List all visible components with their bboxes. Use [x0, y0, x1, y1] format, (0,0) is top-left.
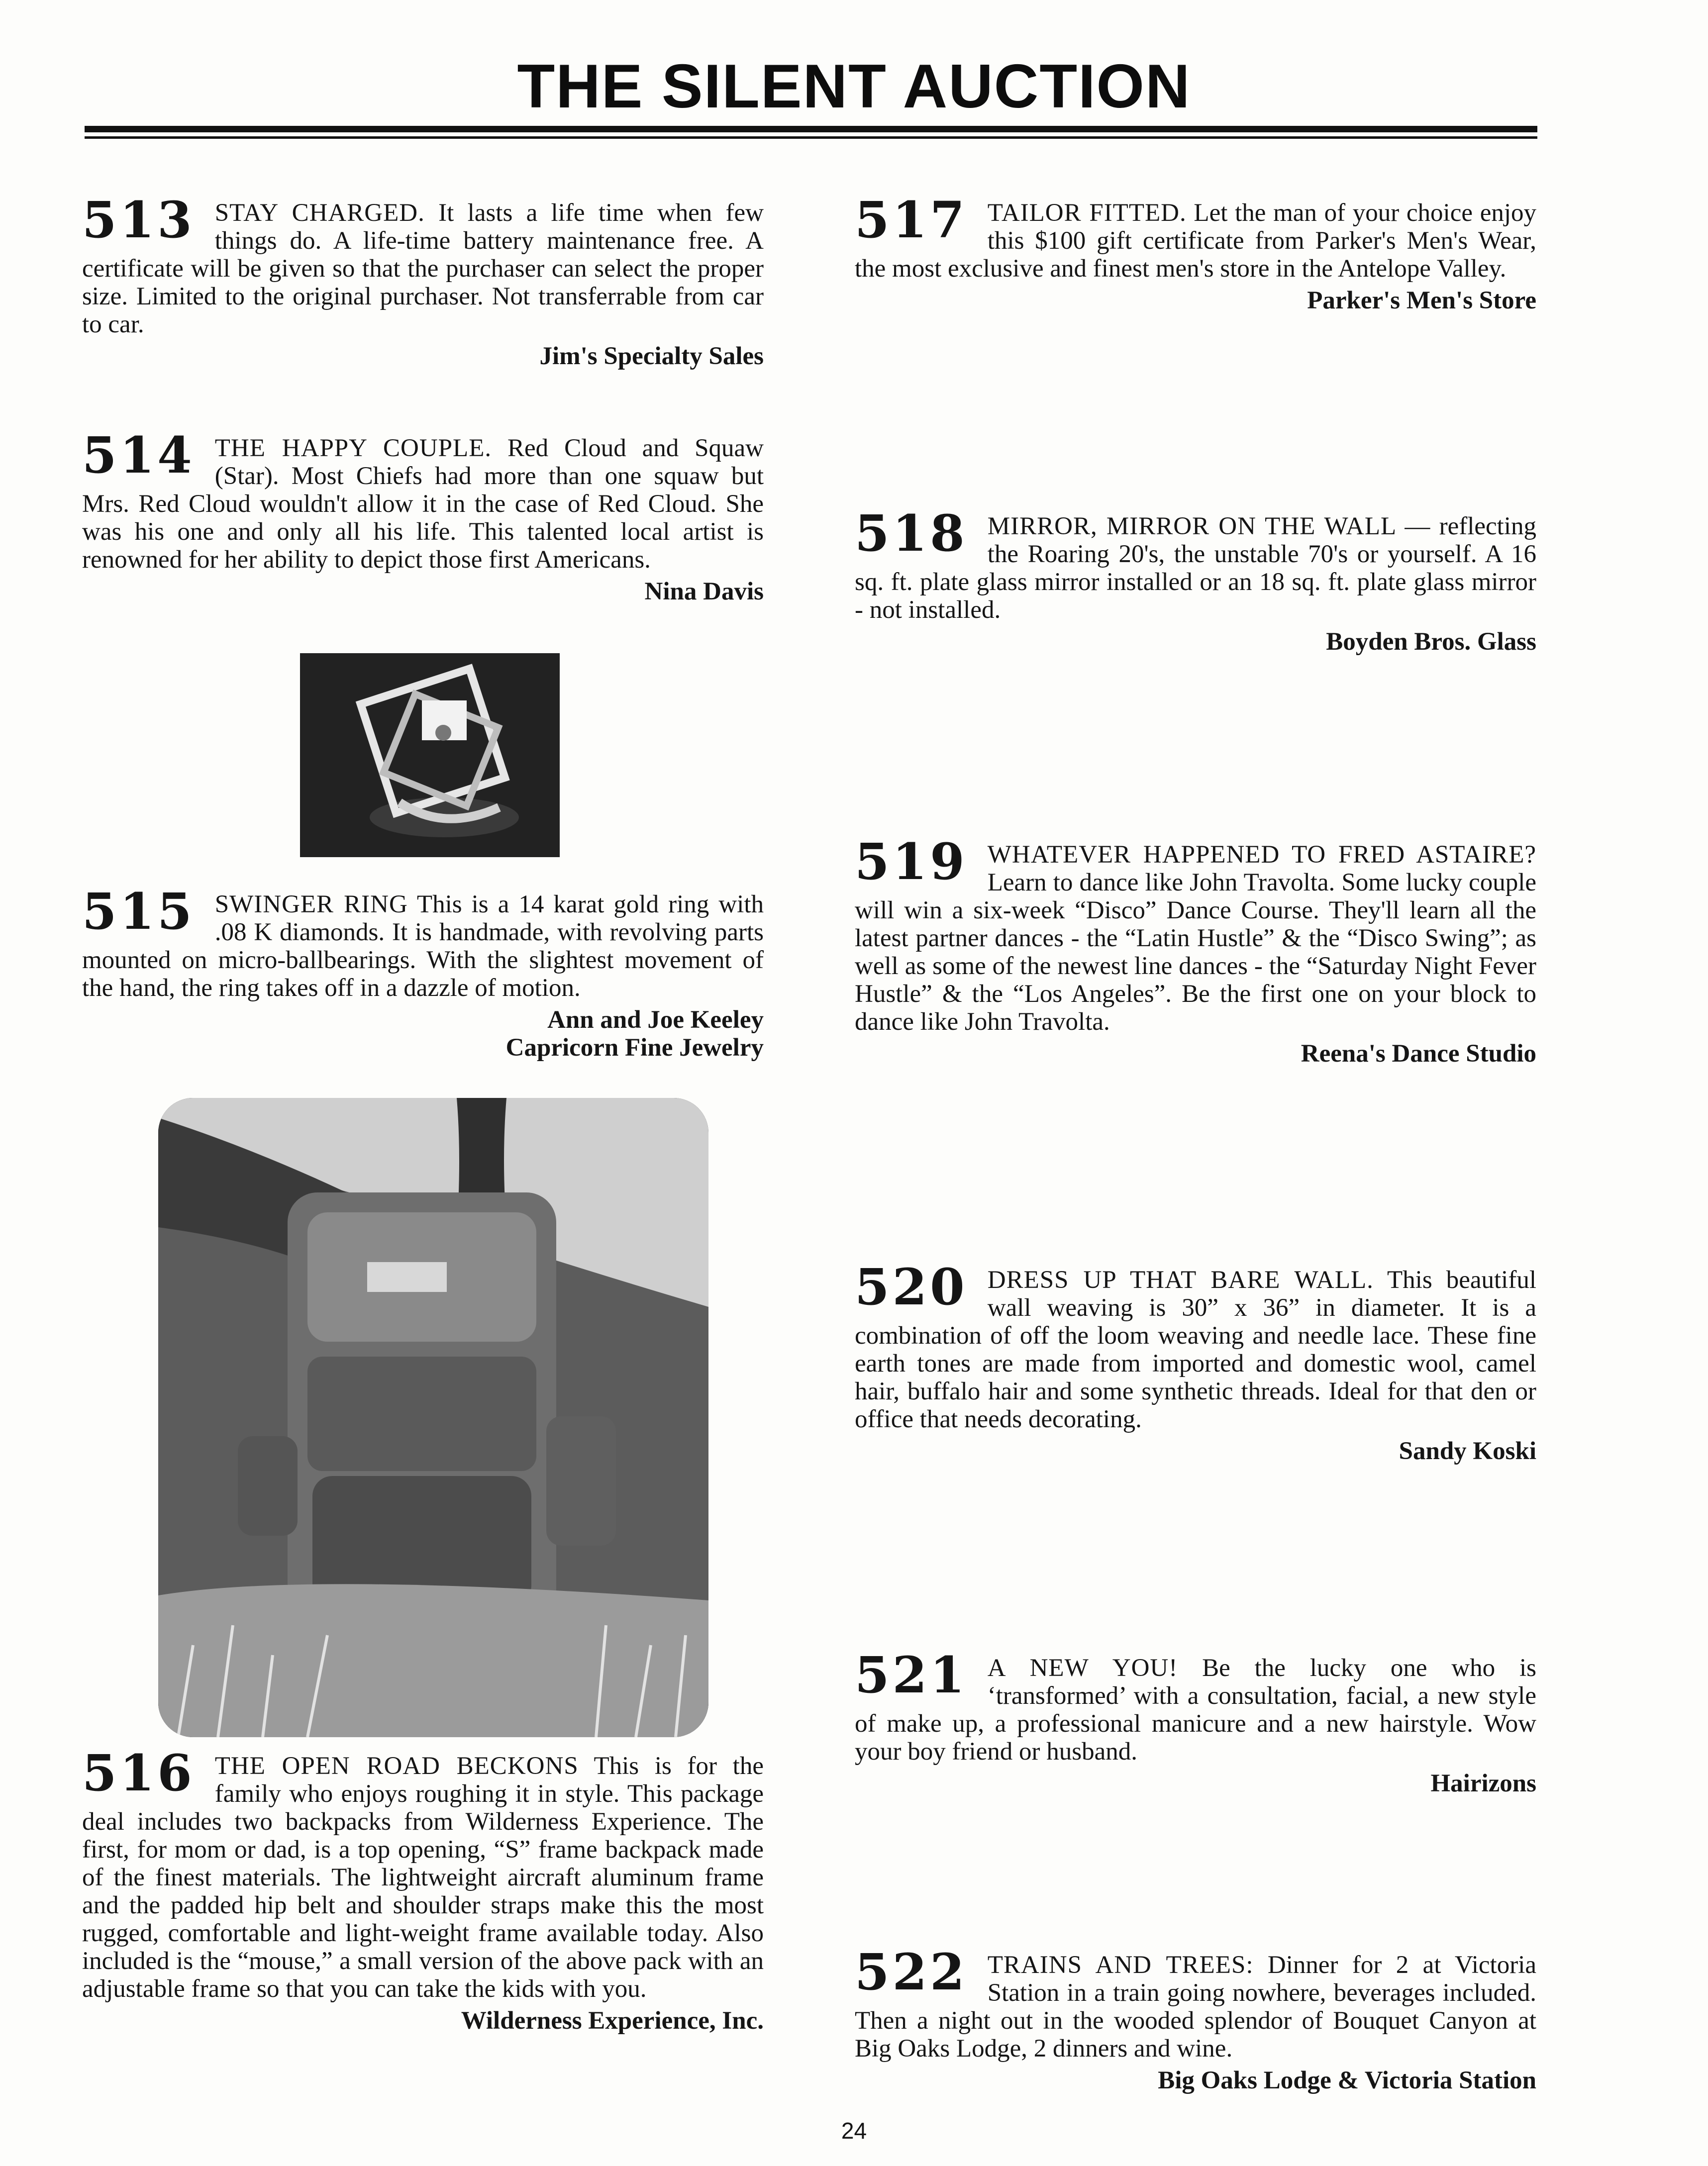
title-rule-thin [85, 136, 1537, 139]
item-number: 516 [82, 1752, 195, 1802]
item-number: 519 [855, 841, 968, 891]
auction-item-514 [82, 434, 764, 605]
item-donor: Boyden Bros. Glass [1326, 628, 1536, 656]
item-number: 517 [855, 199, 968, 249]
auction-item-519 [855, 841, 1536, 1068]
item-text: Dinner for 2 at Victoria Station in a train going nowhere, beverages included. Then a night out in the wooded splendor of Bouquet Canyon at Big Oaks Lodge, 2 dinners and wine. [855, 1951, 1536, 2063]
item-headline: TRAINS AND TREES: [987, 1951, 1254, 1979]
auction-item-513 [82, 199, 764, 370]
item-donor: Wilderness Experience, Inc. [461, 2007, 764, 2035]
item-donor: Sandy Koski [1399, 1437, 1536, 1465]
item-number: 518 [855, 512, 968, 563]
item-text: reflecting the Roaring 20's, the unstable 70's or yourself. A 16 sq. ft. plate glass mirror installed or an 18 sq. ft. plate glass mirror - not installed. [855, 512, 1536, 624]
item-text: This is for the family who enjoys roughing it in style. This package deal includes two backpacks from Wilderness Experience. The first, for mom or dad, is a top opening, “S” frame backpack made of the finest materials. The lightweight aircraft aluminum frame and the padded hip belt and shoulder straps make this the most rugged, comfortable and light-weight frame available today. Also included is the “mouse,” a small version of the above pack with an adjustable frame so that you can take the kids with you. [82, 1752, 764, 2003]
item-donor: Big Oaks Lodge & Victoria Station [1158, 2067, 1536, 2094]
item-donor-name: Ann and Joe Keeley [547, 1006, 764, 1034]
item-number: 521 [855, 1654, 968, 1704]
auction-item-517 [855, 199, 1536, 314]
item-text: It lasts a life time when few things do. A life-time battery maintenance free. A certificate will be given so that the purchaser can select the proper size. Limited to the original purchaser. Not transferrable from car to car. [82, 199, 764, 338]
item-donor: Parker's Men's Store [1307, 287, 1536, 314]
item-headline: STAY CHARGED. [214, 199, 425, 227]
page-number: 24 [841, 2118, 867, 2144]
auction-item-516 [82, 1752, 764, 2035]
backpack-photo [158, 1098, 708, 1737]
item-text: Be the lucky one who is ‘transformed’ with a consultation, facial, a new style of make up, a professional manicure and a new hairstyle. Wow your boy friend or husband. [855, 1654, 1536, 1766]
item-donor: Reena's Dance Studio [1301, 1040, 1536, 1068]
auction-item-522 [855, 1951, 1536, 2094]
item-number: 522 [855, 1951, 968, 2001]
page-title: THE SILENT AUCTION [517, 52, 1191, 121]
item-text: Red Cloud and Squaw (Star). Most Chiefs had more than one squaw but Mrs. Red Cloud wouldn't allow it in the case of Red Cloud. She was his one and only all his life. This talented local artist is renowned for her ability to depict those first Americans. [82, 434, 764, 574]
auction-item-521 [855, 1654, 1536, 1797]
item-headline: WHATEVER HAPPENED TO FRED ASTAIRE? [987, 841, 1536, 869]
item-headline: TAILOR FITTED. [987, 199, 1187, 227]
auction-item-515 [82, 890, 764, 1062]
item-headline: A NEW YOU! [987, 1654, 1178, 1682]
item-text: Learn to dance like John Travolta. Some lucky couple will win a six-week “Disco” Dance Course. They'll learn all the latest partner dances - the “Latin Hustle” & the “Disco Swing”; as well as some of the newest line dances - the “Saturday Night Fever Hustle” & the “Los Angeles”. Be the first one on your block to dance like John Travolta. [855, 869, 1536, 1036]
item-headline: THE HAPPY COUPLE. [214, 434, 492, 462]
item-number: 520 [855, 1266, 968, 1316]
item-number: 513 [82, 199, 195, 249]
backpack-illustration [158, 1098, 708, 1737]
item-donor-business: Capricorn Fine Jewelry [505, 1034, 764, 1062]
item-donor: Nina Davis [644, 578, 764, 605]
item-number: 515 [82, 890, 195, 941]
item-headline: THE OPEN ROAD BECKONS [214, 1752, 579, 1780]
item-donor: Hairizons [1430, 1770, 1536, 1797]
auction-item-520 [855, 1266, 1536, 1465]
ring-illustration [300, 653, 560, 857]
item-text: Let the man of your choice enjoy this $100 gift certificate from Parker's Men's Wear, the most exclusive and finest men's store in the Antelope Valley. [855, 199, 1536, 283]
title-rule-thick [85, 126, 1537, 132]
item-headline: DRESS UP THAT BARE WALL. [987, 1266, 1374, 1294]
item-headline: MIRROR, MIRROR ON THE WALL — [987, 512, 1431, 540]
item-number: 514 [82, 434, 195, 485]
item-headline: SWINGER RING [214, 890, 408, 918]
item-text: This beautiful wall weaving is 30” x 36” in diameter. It is a combination of off the loom weaving and needle lace. These fine earth tones are made from imported and domestic wool, camel hair, buffalo hair and some synthetic threads. Ideal for that den or office that needs decorating. [855, 1266, 1536, 1433]
auction-item-518 [855, 512, 1536, 656]
item-donor: Jim's Specialty Sales [539, 342, 764, 370]
ring-photo [300, 653, 560, 857]
item-text: This is a 14 karat gold ring with .08 K diamonds. It is handmade, with revolving parts mounted on micro-ballbearings. With the slightest movement of the hand, the ring takes off in a dazzle of motion. [82, 890, 764, 1002]
